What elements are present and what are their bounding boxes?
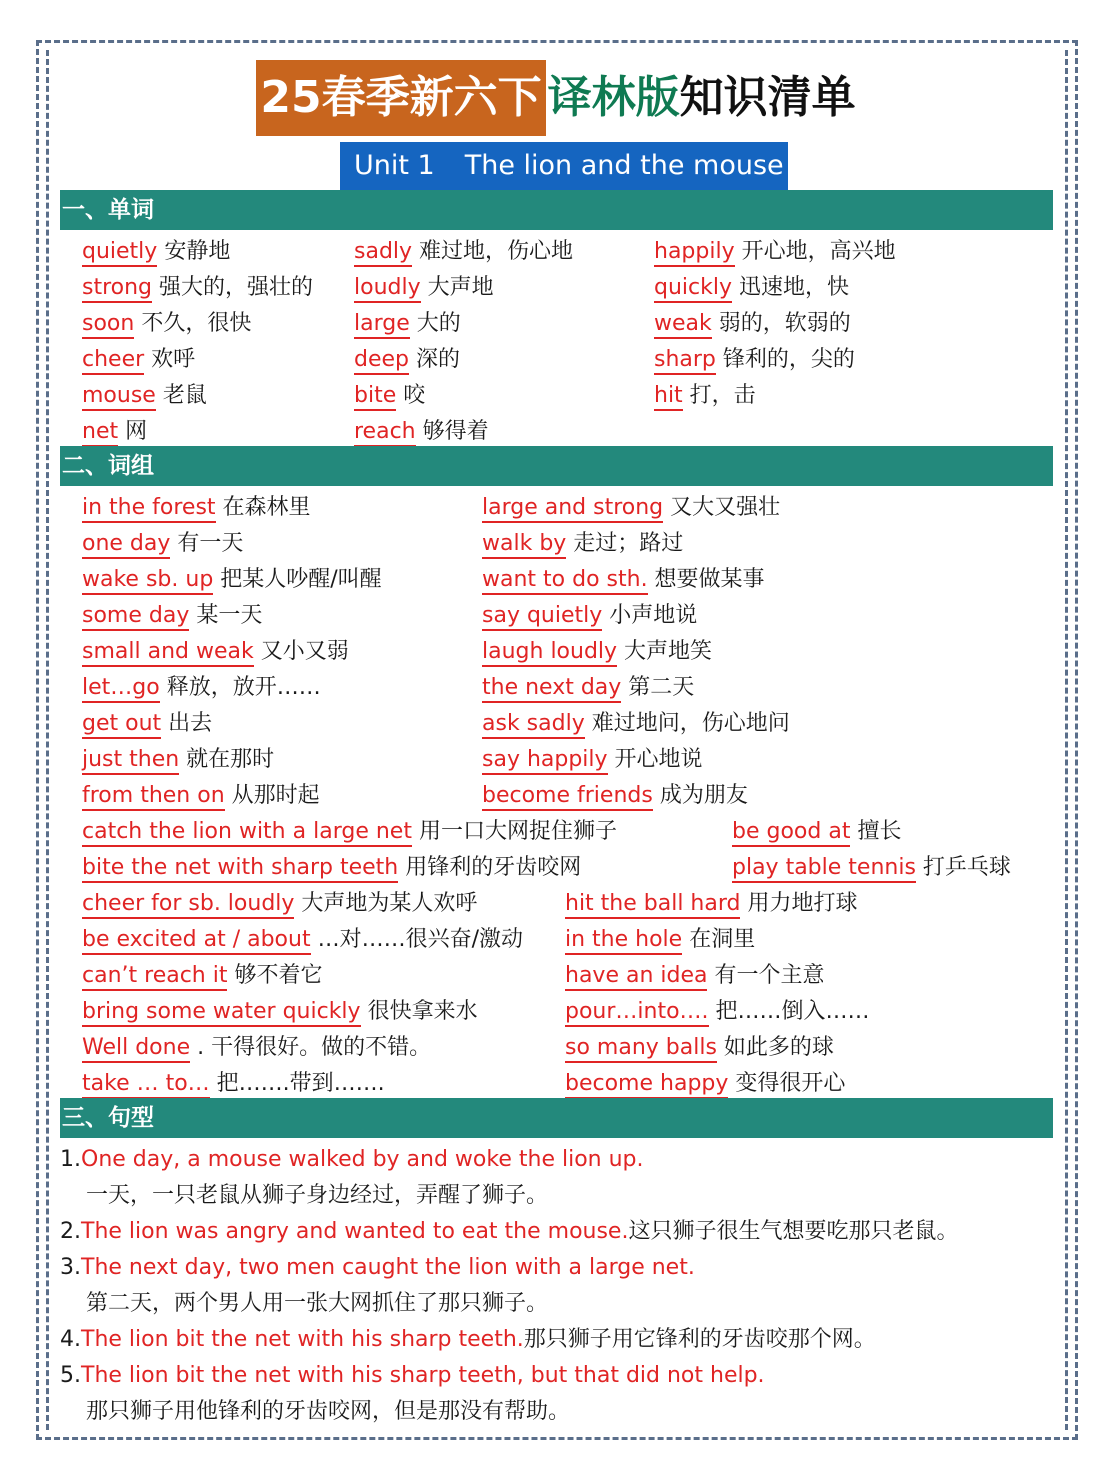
word-item-en: deep (354, 347, 409, 375)
word-item-en: net (82, 419, 118, 447)
word-item-en: happily (654, 239, 735, 267)
phrase-item (565, 958, 824, 994)
phrase-item (482, 526, 683, 562)
phrase-item-en: one day (82, 531, 170, 559)
word-item-cn: 网 (118, 419, 148, 444)
phrase-item-cn: 打乒乓球 (915, 855, 1011, 880)
phrase-item (82, 1030, 431, 1066)
phrase-item (732, 850, 1011, 886)
phrase-item (82, 706, 212, 742)
phrase-item-en: want to do sth. (482, 567, 648, 595)
sentence-cn: 那只狮子用它锋利的牙齿咬那个网。 (523, 1327, 876, 1352)
phrase-item (82, 742, 274, 778)
title-edition: 译林版 (547, 72, 680, 123)
phrase-item-cn: 大声地笑 (617, 639, 713, 664)
phrase-item-cn: 出去 (161, 711, 213, 736)
phrase-item-cn: 释放，放开…… (159, 675, 321, 700)
word-item-cn: 打，击 (682, 383, 756, 408)
sentence-item (60, 1358, 765, 1394)
word-item-cn: 大的 (409, 311, 461, 336)
phrase-item (482, 598, 697, 634)
phrase-item-en: say quietly (482, 603, 602, 631)
phrase-item-en: from then on (82, 783, 225, 811)
phrase-item-en: just then (82, 747, 179, 775)
phrase-item-cn: 成为朋友 (652, 783, 748, 808)
word-item-cn: 够得着 (415, 419, 489, 444)
phrase-item-en: large and strong (482, 495, 663, 523)
sentence-item (60, 1142, 644, 1178)
phrase-item (82, 994, 478, 1030)
phrase-item-en: play table tennis (732, 855, 916, 883)
sentence-en: The lion bit the net with his sharp teeth, but that did not help. (81, 1363, 765, 1388)
phrase-item (482, 634, 712, 670)
phrase-item (82, 814, 617, 850)
word-item (82, 414, 147, 450)
phrase-item-cn: …对……很兴奋/激动 (310, 927, 523, 952)
phrase-item-en: ask sadly (482, 711, 585, 739)
phrase-item-cn: 用一口大网捉住狮子 (411, 819, 617, 844)
phrase-item-en: cheer for sb. loudly (82, 891, 294, 919)
phrase-item-cn: 又大又强壮 (663, 495, 781, 520)
sentence-translation: 一天，一只老鼠从狮子身边经过，弄醒了狮子。 (86, 1183, 549, 1208)
phrase-item-en: have an idea (565, 963, 707, 991)
word-item (654, 234, 896, 270)
word-item-cn: 安静地 (157, 239, 231, 264)
sentence-en: One day, a mouse walked by and woke the lion up. (81, 1147, 644, 1172)
phrase-item (82, 562, 382, 598)
word-item (354, 270, 494, 306)
phrase-item-cn: 在洞里 (682, 927, 756, 952)
phrase-item-cn: 难过地问，伤心地问 (584, 711, 790, 736)
phrase-item-cn: 走过；路过 (566, 531, 684, 556)
word-item-en: mouse (82, 383, 156, 411)
sentence-number: 3. (60, 1255, 81, 1280)
phrase-item-cn: 小声地说 (602, 603, 698, 628)
word-item (654, 306, 851, 342)
phrase-item-en: can’t reach it (82, 963, 227, 991)
word-item-en: large (354, 311, 410, 339)
title-suffix: 知识清单 (679, 72, 856, 123)
word-item-en: quietly (82, 239, 157, 267)
word-item (354, 234, 573, 270)
word-item-cn: 强大的，强壮的 (152, 275, 314, 300)
sentence-number: 1. (60, 1147, 81, 1172)
word-item (654, 342, 855, 378)
phrase-item (82, 922, 523, 958)
phrase-item-cn: 某一天 (189, 603, 263, 628)
phrase-item-en: small and weak (82, 639, 254, 667)
phrase-item-en: the next day (482, 675, 621, 703)
word-item-en: cheer (82, 347, 144, 375)
phrase-item-cn: 把…….带到……. (209, 1071, 385, 1096)
word-item-en: quickly (654, 275, 732, 303)
phrase-item-cn: 就在那时 (179, 747, 275, 772)
section-words-header: 一、单词 (60, 190, 1053, 230)
word-item (82, 342, 195, 378)
phrase-item (565, 886, 857, 922)
phrase-item-cn: 变得很开心 (728, 1071, 846, 1096)
phrase-item (82, 886, 477, 922)
phrase-item-en: get out (82, 711, 161, 739)
phrase-item (82, 526, 243, 562)
phrase-item (482, 742, 703, 778)
phrase-item (82, 1066, 385, 1102)
phrase-item (565, 994, 870, 1030)
word-item-cn: 老鼠 (155, 383, 207, 408)
phrase-item (82, 598, 262, 634)
sentence-item (60, 1214, 958, 1250)
word-item-cn: 弱的，软弱的 (711, 311, 851, 336)
sentence-en: The lion bit the net with his sharp teeth. (81, 1327, 524, 1352)
phrase-item (565, 922, 755, 958)
phrase-item-en: bring some water quickly (82, 999, 361, 1027)
phrase-item-cn: 又小又弱 (253, 639, 349, 664)
sentence-item (60, 1250, 695, 1286)
phrase-item (482, 670, 694, 706)
phrase-item-en: walk by (482, 531, 566, 559)
phrase-item-en: pour…into…. (565, 999, 709, 1027)
word-item-en: strong (82, 275, 152, 303)
phrase-item (482, 778, 748, 814)
phrase-item-en: hit the ball hard (565, 891, 740, 919)
phrase-item-en: be good at (732, 819, 850, 847)
phrase-item-cn: 有一天 (170, 531, 244, 556)
word-item (82, 270, 313, 306)
phrase-item (732, 814, 901, 850)
sentence-item (60, 1322, 876, 1358)
phrase-item (482, 562, 765, 598)
word-item-en: reach (354, 419, 416, 447)
word-item-en: sharp (654, 347, 716, 375)
word-item-en: weak (654, 311, 712, 339)
phrase-item (82, 850, 581, 886)
phrase-item-en: wake sb. up (82, 567, 213, 595)
sentence-cn: 这只狮子很生气想要吃那只老鼠。 (628, 1219, 959, 1244)
word-item (354, 306, 461, 342)
phrase-item-en: in the forest (82, 495, 216, 523)
word-item-cn: 锋利的，尖的 (715, 347, 855, 372)
sentence-number: 2. (60, 1219, 81, 1244)
word-item (354, 342, 460, 378)
phrase-item (82, 670, 321, 706)
phrase-item-en: laugh loudly (482, 639, 617, 667)
phrase-item (82, 778, 320, 814)
word-item-cn: 咬 (396, 383, 426, 408)
word-item-en: soon (82, 311, 134, 339)
word-item-cn: 欢呼 (144, 347, 196, 372)
word-item (654, 378, 756, 414)
phrase-item-cn: 用力地打球 (740, 891, 858, 916)
phrase-item-cn: 如此多的球 (716, 1035, 834, 1060)
phrase-item-cn: 用锋利的牙齿咬网 (398, 855, 582, 880)
phrase-item-cn: 把……倒入…… (708, 999, 870, 1024)
word-item-cn: 大声地 (420, 275, 494, 300)
word-item-en: bite (354, 383, 396, 411)
phrase-item-en: take … to… (82, 1071, 210, 1099)
phrase-item (565, 1066, 845, 1102)
word-item-cn: 难过地，伤心地 (412, 239, 574, 264)
word-item-en: loudly (354, 275, 421, 303)
phrase-item-en: bite the net with sharp teeth (82, 855, 398, 883)
unit-name: The lion and the mouse (464, 150, 784, 181)
word-item (654, 270, 849, 306)
word-item (82, 378, 207, 414)
word-item-en: hit (654, 383, 683, 411)
unit-number: Unit 1 (354, 150, 435, 181)
phrase-item-cn: 擅长 (850, 819, 902, 844)
phrase-item-en: become friends (482, 783, 653, 811)
phrase-item (482, 490, 780, 526)
word-item (354, 414, 489, 450)
sentence-en: The lion was angry and wanted to eat the mouse. (81, 1219, 629, 1244)
word-item-en: sadly (354, 239, 412, 267)
sentence-number: 4. (60, 1327, 81, 1352)
phrase-item-cn: 很快拿来水 (360, 999, 478, 1024)
title-highlight: 25春季新六下 (256, 60, 545, 136)
phrase-item-en: Well done (82, 1035, 190, 1063)
phrase-item-cn: 把某人吵醒/叫醒 (213, 567, 382, 592)
phrase-item-cn: 在森林里 (215, 495, 311, 520)
phrase-item-en: say happily (482, 747, 608, 775)
sentence-number: 5. (60, 1363, 81, 1388)
phrase-item-cn: 有一个主意 (707, 963, 825, 988)
sentence-translation: 第二天，两个男人用一张大网抓住了那只狮子。 (86, 1291, 549, 1316)
word-item-cn: 迅速地，快 (732, 275, 849, 300)
unit-banner (340, 142, 788, 190)
section-phrases-header: 二、词组 (60, 446, 1053, 486)
phrase-item-cn: 从那时起 (224, 783, 320, 808)
section-sentences-header: 三、句型 (60, 1098, 1053, 1138)
phrase-item-en: be excited at / about (82, 927, 311, 955)
word-item (354, 378, 425, 414)
phrase-item (565, 1030, 834, 1066)
phrase-item (82, 490, 311, 526)
phrase-item (82, 958, 322, 994)
phrase-item-en: let…go (82, 675, 160, 703)
sentence-translation: 那只狮子用他锋利的牙齿咬网，但是那没有帮助。 (86, 1399, 571, 1424)
phrase-item-en: catch the lion with a large net (82, 819, 412, 847)
phrase-item-en: become happy (565, 1071, 728, 1099)
phrase-item-cn: 想要做某事 (647, 567, 765, 592)
sentence-en: The next day, two men caught the lion with a large net. (81, 1255, 695, 1280)
phrase-item-en: some day (82, 603, 189, 631)
phrase-item-cn: 够不着它 (227, 963, 323, 988)
word-item-cn: 不久，很快 (134, 311, 252, 336)
phrase-item-cn: 大声地为某人欢呼 (294, 891, 478, 916)
page-title (0, 60, 1112, 136)
phrase-item-cn: . 干得很好。做的不错。 (190, 1035, 432, 1060)
word-item (82, 306, 251, 342)
phrase-item-en: in the hole (565, 927, 682, 955)
phrase-item-cn: 开心地说 (607, 747, 703, 772)
word-item-cn: 开心地，高兴地 (734, 239, 896, 264)
word-item (82, 234, 230, 270)
phrase-item-cn: 第二天 (621, 675, 695, 700)
phrase-item (482, 706, 790, 742)
word-item-cn: 深的 (409, 347, 460, 372)
phrase-item-en: so many balls (565, 1035, 717, 1063)
phrase-item (82, 634, 349, 670)
